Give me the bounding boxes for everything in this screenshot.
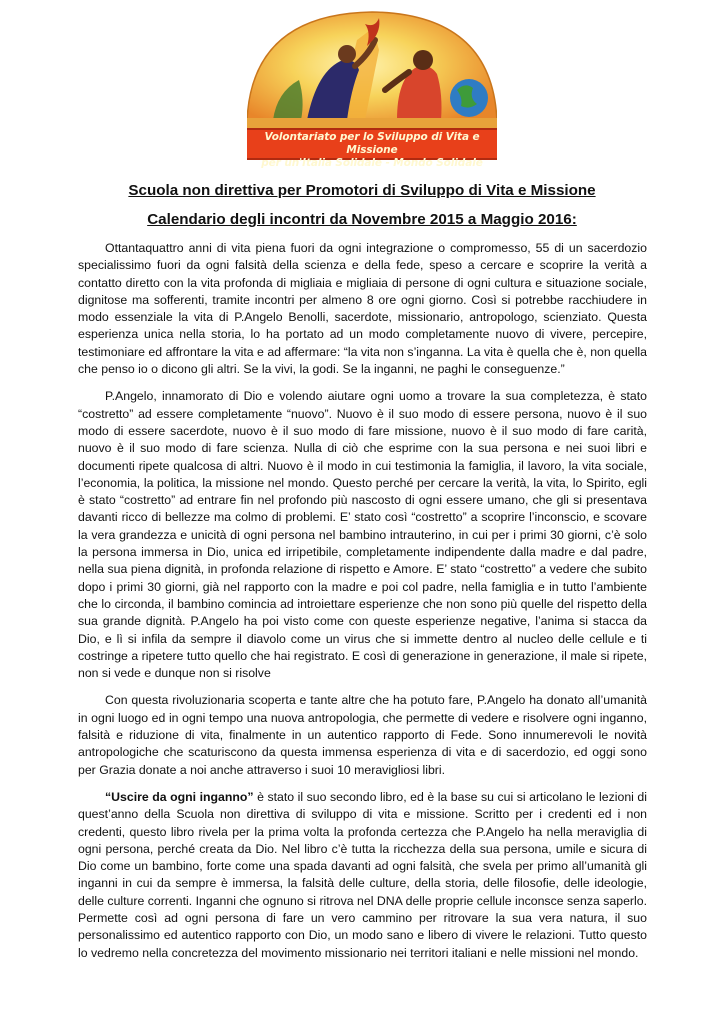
logo-line-2: per un'Italia Solidale - Mondo Solidale [261, 157, 483, 169]
book-title: “Uscire da ogni inganno” [105, 789, 254, 804]
paragraph-2: P.Angelo, innamorato di Dio e volendo aiutare ogni uomo a trovare la sua completezza, è stato “costretto” ad essere completamente “nuovo”. Nuovo è il suo modo di essere persona, nuovo è il suo modo di essere sacerdote, nuovo è il suo modo di fare missione, nuovo è il suo modo di fare carità, nuovo è il suo modo di fare scienza. Nulla di ciò che esprime con la sua persona e nei suoi libri e documenti ripete qualcosa di altri. Nuovo è il modo in cui testimonia la famiglia, il lavoro, la vita sociale, l’economia, la politica, la missione nel mondo. Questo perché per cercare la verità, la vita, lo Spirito, egli è stato “costretto” ad entrare fin nel profondo più nascosto di ogni essere umano, che gli si presentava davanti ricco di bellezze ma colmo di problemi. E’ stato così “costretto” a scoprire l’inconscio, e scovare la vera grandezza e unicità di ogni persona nel bambino intrauterino, in cui per i primi 30 giorni, c’è solo la persona immersa in Dio, unica ed irripetibile, completamente indipendente dalla madre e dal padre, nella sua piena dignità, in profonda relazione di rispetto e Amore. E’ stato “costretto” a vedere che subito dopo i primi 30 giorni, già nel rapporto con la madre e poi col padre, nella famiglia e in tutto l’ambiente che lo circonda, il bambino comincia ad introiettare esperienze che non sono più quelle del rispetto della sua grande dignità. P.Angelo ha poi visto come con queste esperienze negative, l’anima si stacca da Dio, e lì si infila da sempre il diavolo come un virus che si immette dentro al nucleo delle cellule e ti costringe a ripetere tutto quello che hai registrato. E così di generazione in generazione, il male si ripete, non si vede e dunque non si risolve [78, 389, 647, 681]
logo-line-1: Volontariato per lo Sviluppo di Vita e Missione [264, 131, 480, 156]
logo-banner [247, 128, 497, 169]
paragraph-4-text: è stato il suo secondo libro, ed è la base su cui si articolano le lezioni di quest’anno della Scuola non direttiva di sviluppo di vita e missione. Scritto per i credenti ed i non credenti, questo libro rivela per la prima volta la profonda certezza che P.Angelo ha nella meraviglia di ogni persona, perché creata da Dio. Nel libro c’è tutta la ricchezza della sua persona, umile e sicura di Dio come un bambino, forte come una spada davanti ad ogni falsità, che svela per primo all’umanità gli inganni in cui da sempre è immersa, la falsità delle culture, della storia, delle filosofie, delle ideologie, delle culture correnti. Inganni che ognuno si ritrova nel DNA delle proprie cellule inconsce senza saperlo. Permette così ad ogni persona di fare un vero cammino per ritrovare la sua vera natura, il suo personalissimo ed autentico rapporto con Dio, un modo sano e libero di vivere le relazioni. Tutto questo lo vedremo nella concretezza del movimento missionario nei territori italiani e nelle missioni nel mondo. [78, 789, 647, 960]
paragraph-4 [78, 789, 647, 962]
document-body [78, 240, 647, 972]
logo [247, 10, 497, 169]
document-subtitle: Calendario degli incontri da Novembre 2015 a Maggio 2016: [147, 211, 577, 228]
paragraph-1: Ottantaquattro anni di vita piena fuori da ogni integrazione o compromesso, 55 di un sacerdozio specialissimo fuori da ogni falsità della scienza e della fede, speso a cercare e scoprire la verità a contatto diretto con la vita profonda di migliaia e migliaia di persone di ogni cultura e situazione sociale, dignitose ma sofferenti, tramite incontri per almeno 8 ore ogni giorno. Così si potrebbe racchiudere in modo essenziale la vita di P.Angelo Benolli, sacerdote, missionario, antropologo, scienziato. Questa esperienza unica nella storia, lo ha portato ad un modo completamente nuovo di vivere, percepire, testimoniare ed affrontare la vita e ad affermare: “la vita non s’inganna. La vita è quella che è, non quella che penso io o dicono gli altri. Se la vivi, la godi. Se la inganni, ne paghi le conseguenze.” [78, 241, 647, 377]
document-title: Scuola non direttiva per Promotori di Sviluppo di Vita e Missione [128, 182, 596, 199]
paragraph-3: Con questa rivoluzionaria scoperta e tante altre che ha potuto fare, P.Angelo ha donato all’umanità in ogni luogo ed in ogni tempo una nuova antropologia, che permette di vedere e risolvere ogni inganno, falsità e riduzione di vita, finalmente in un autentico rapporto di Fede. Sono innumerevoli le novità antropologiche che scaturiscono da questa immensa esperienza di vita e di sacerdozio, ed oggi sono per Grazia donate a noi anche attraverso i suoi 10 meravigliosi libri. [78, 693, 647, 777]
logo-illustration [247, 10, 497, 130]
